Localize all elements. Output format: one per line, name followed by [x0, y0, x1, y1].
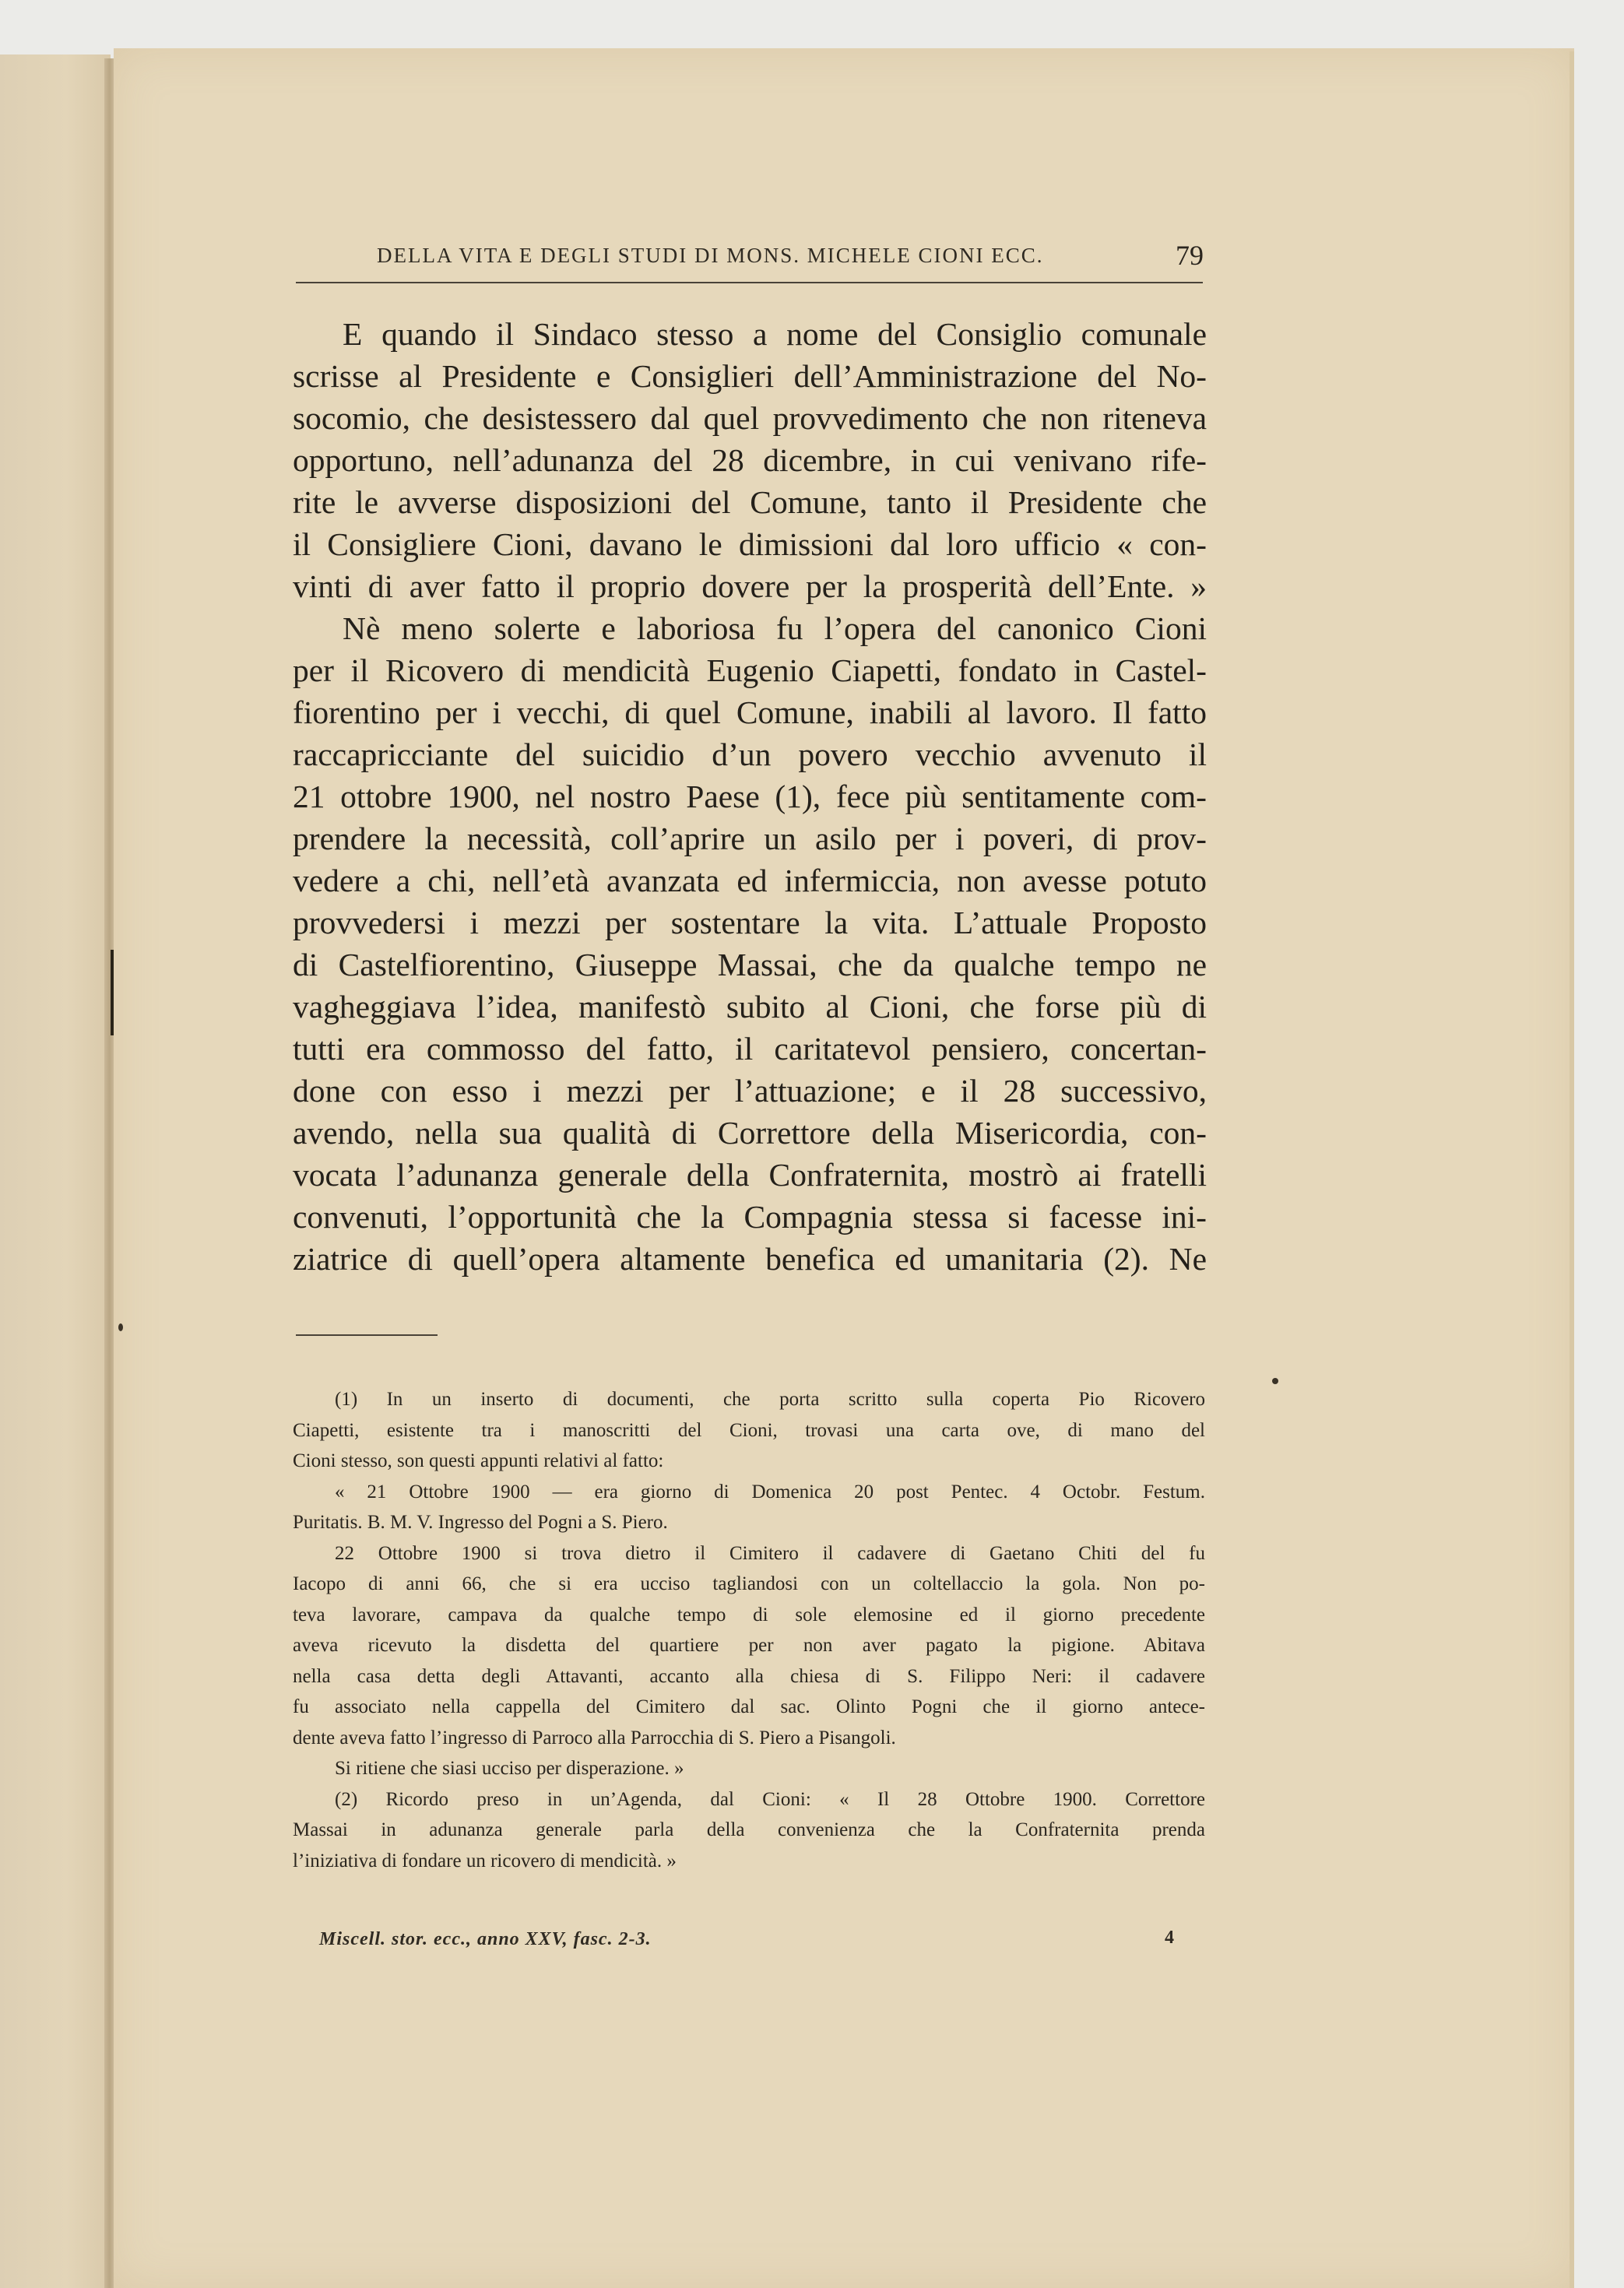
text-line: di Castelfiorentino, Giuseppe Massai, che da qualche tempo ne [293, 947, 1207, 982]
ink-spot [1272, 1378, 1278, 1384]
footnote-line: aveva ricevuto la disdetta del quartiere per non aver pagato la pigione. Abitava [293, 1635, 1205, 1656]
text-line: raccapricciante del suicidio d’un povero vecchio avvenuto il [293, 736, 1207, 772]
footnote-line: dente aveva fatto l’ingresso di Parroco alla Parrocchia di S. Piero a Pisangoli. [293, 1727, 896, 1749]
footnote-rule [296, 1334, 438, 1336]
page-edge [1570, 51, 1574, 2288]
text-line: ziatrice di quell’opera altamente benefica ed umanitaria (2). Ne [293, 1241, 1207, 1277]
text-line: vinti di aver fatto il proprio dovere per la prosperità dell’Ente. » [293, 568, 1207, 604]
footnote-line: 22 Ottobre 1900 si trova dietro il Cimitero il cadavere di Gaetano Chiti del fu [335, 1542, 1205, 1564]
running-title: DELLA VITA E DEGLI STUDI DI MONS. MICHELE CIONI ECC. [377, 244, 1044, 267]
text-line: vocata l’adunanza generale della Confraternita, mostrò ai fratelli [293, 1157, 1207, 1193]
text-line: E quando il Sindaco stesso a nome del Consiglio comunale [343, 316, 1207, 352]
footnote-line: (2) Ricordo preso in un’Agenda, dal Cioni: « Il 28 Ottobre 1900. Correttore [335, 1788, 1205, 1810]
text-line: provvedersi i mezzi per sostentare la vita. L’attuale Proposto [293, 905, 1207, 940]
footnote-line: (1) In un inserto di documenti, che porta scritto sulla coperta Pio Ricovero [335, 1389, 1205, 1410]
text-line: il Consigliere Cioni, davano le dimissioni dal loro ufficio « con- [293, 526, 1207, 562]
printer-signature: Miscell. stor. ecc., anno XXV, fasc. 2-3. [319, 1929, 652, 1949]
page-number: 79 [1176, 240, 1204, 271]
footnote-line: Puritatis. B. M. V. Ingresso del Pogni a S. Piero. [293, 1512, 668, 1533]
text-line: rite le avverse disposizioni del Comune, tanto il Presidente che [293, 484, 1207, 520]
text-line: convenuti, l’opportunità che la Compagnia stessa si facesse ini- [293, 1199, 1207, 1235]
text-line: prendere la necessità, coll’aprire un asilo per i poveri, di prov- [293, 821, 1207, 856]
footnotes [293, 1384, 1205, 1876]
facing-page-edge [0, 54, 111, 2288]
text-line: avendo, nella sua qualità di Correttore della Misericordia, con- [293, 1115, 1207, 1151]
header-rule [296, 282, 1203, 283]
text-line: done con esso i mezzi per l’attuazione; e il 28 successivo, [293, 1073, 1207, 1109]
text-line: scrisse al Presidente e Consiglieri dell’Amministrazione del No- [293, 358, 1207, 394]
footnote-line: Massai in adunanza generale parla della convenienza che la Confraternita prenda [293, 1819, 1205, 1840]
footnote-line: nella casa detta degli Attavanti, accanto alla chiesa di S. Filippo Neri: il cadavere [293, 1665, 1205, 1687]
footnote-line: fu associato nella cappella del Cimitero dal sac. Olinto Pogni che il giorno antece- [293, 1696, 1205, 1717]
footnote-line: l’iniziativa di fondare un ricovero di mendicità. » [293, 1850, 677, 1872]
text-line: fiorentino per i vecchi, di quel Comune, inabili al lavoro. Il fatto [293, 694, 1207, 730]
footnote-line: Iacopo di anni 66, che si era ucciso tagliandosi con un coltellaccio la gola. Non po- [293, 1573, 1205, 1594]
ink-spot [118, 1323, 123, 1331]
footnote-line: Si ritiene che siasi ucciso per disperazione. » [335, 1758, 684, 1779]
footnote-line: teva lavorare, campava da qualche tempo di sole elemosine ed il giorno precedente [293, 1604, 1205, 1625]
text-line: opportuno, nell’adunanza del 28 dicembre, in cui venivano rife- [293, 442, 1207, 478]
text-line: tutti era commosso del fatto, il caritatevol pensiero, concertan- [293, 1031, 1207, 1067]
signature-mark: 4 [1165, 1928, 1174, 1948]
text-line: vagheggiava l’idea, manifestò subito al Cioni, che forse più di [293, 989, 1207, 1025]
footnote-line: Cioni stesso, son questi appunti relativi al fatto: [293, 1450, 664, 1471]
text-line: Nè meno solerte e laboriosa fu l’opera del canonico Cioni [343, 610, 1207, 646]
footnote-line: « 21 Ottobre 1900 — era giorno di Domenica 20 post Pentec. 4 Octobr. Festum. [335, 1481, 1205, 1502]
text-line: 21 ottobre 1900, nel nostro Paese (1), fece più sentitamente com- [293, 778, 1207, 814]
main-text [293, 313, 1207, 1280]
footnote-line: Ciapetti, esistente tra i manoscritti del Cioni, trovasi una carta ove, di mano del [293, 1419, 1205, 1441]
text-line: per il Ricovero di mendicità Eugenio Ciapetti, fondato in Castel- [293, 652, 1207, 688]
text-line: socomio, che desistessero dal quel provvedimento che non riteneva [293, 400, 1207, 436]
text-line: vedere a chi, nell’età avanzata ed infermiccia, non avesse potuto [293, 863, 1207, 898]
